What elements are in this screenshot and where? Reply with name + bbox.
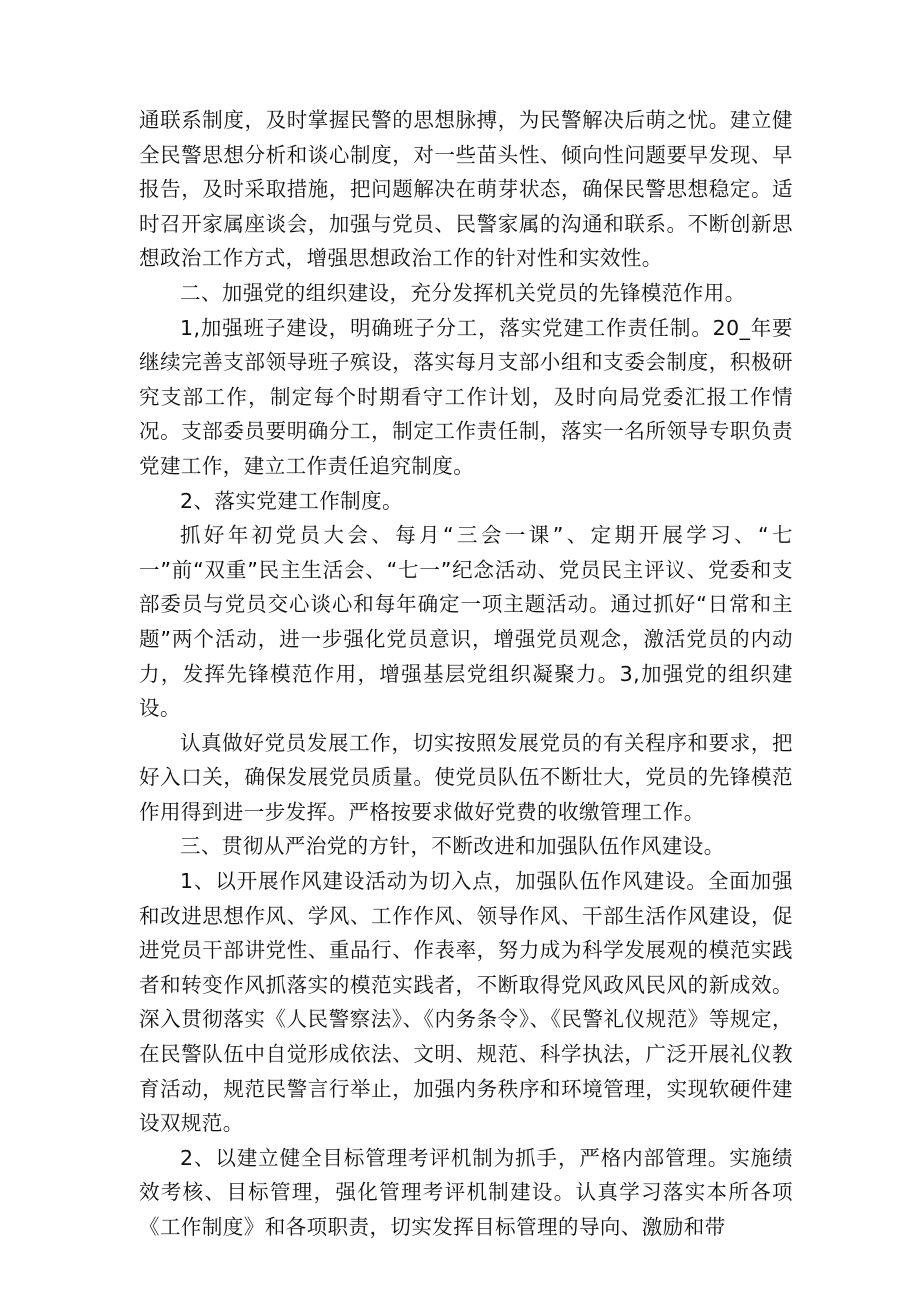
section-heading-2: 二、加强党的组织建设，充分发挥机关党员的先锋模范作用。 (180, 280, 746, 305)
document-body (139, 103, 793, 1245)
paragraph-section-3-item-1: 1、以开展作风建设活动为切入点，加强队伍作风建设。全面加强和改进思想作风、学风、工作作风、领导作风、干部生活作风建设，促进党员干部讲党性、重品行、作表率，努力成为科学发展观的模范实践者和转变作风抓落实的模范实践者，不断取得党风政风民风的新成效。深入贯彻落实《人民警察法》、《内务条令》、《民警礼仪规范》等规定，在民警队伍中自觉形成依法、文明、规范、科学执法，广泛开展礼仪教育活动，规范民警言行举止，加强内务秩序和环境管理，实现软硬件建设双规范。 (139, 869, 793, 1136)
paragraph-section-3-item-2: 2、以建立健全目标管理考评机制为抓手，严格内部管理。实施绩效考核、目标管理，强化管理考评机制建设。认真学习落实本所各项《工作制度》和各项职责，切实发挥目标管理的导向、激励和带 (139, 1145, 793, 1239)
paragraph-item-2-heading: 2、落实党建工作制度。 (180, 488, 403, 513)
paragraph-item-1: 1,加强班子建设，明确班子分工，落实党建工作责任制。20_年要继续完善支部领导班子殡设，落实每月支部小组和支委会制度，积极研究支部工作，制定每个时期看守工作计划，及时向局党委汇报工作情况。支部委员要明确分工，制定工作责任制，落实一名所领导专职负责党建工作，建立工作责任追究制度。 (139, 315, 793, 478)
paragraph-item-2-body: 抓好年初党员大会、每月“三会一课”、定期开展学习、“七一”前“双重”民主生活会、“七一”纪念活动、党员民主评议、党委和支部委员与党员交心谈心和每年确定一项主题活动。通过抓好“日常和主题”两个活动，进一步强化党员意识，增强党员观念，激活党员的内动力，发挥先锋模范作用，增强基层党组织凝聚力。3,加强党的组织建设。 (139, 523, 793, 721)
paragraph-item-3-body: 认真做好党员发展工作，切实按照发展党员的有关程序和要求，把好入口关，确保发展党员质量。使党员队伍不断壮大，党员的先锋模范作用得到进一步发挥。严格按要求做好党费的收缴管理工作。 (139, 730, 793, 824)
section-heading-3: 三、贯彻从严治党的方针，不断改进和加强队伍作风建设。 (180, 834, 725, 859)
paragraph-continuation: 通联系制度，及时掌握民警的思想脉搏，为民警解决后萌之忧。建立健全民警思想分析和谈心制度，对一些苗头性、倾向性问题要早发现、早报告，及时采取措施，把问题解决在萌芽状态，确保民警思想稳定。适时召开家属座谈会，加强与党员、民警家属的沟通和联系。不断创新思想政治工作方式，增强思想政治工作的针对性和实效性。 (139, 108, 793, 271)
